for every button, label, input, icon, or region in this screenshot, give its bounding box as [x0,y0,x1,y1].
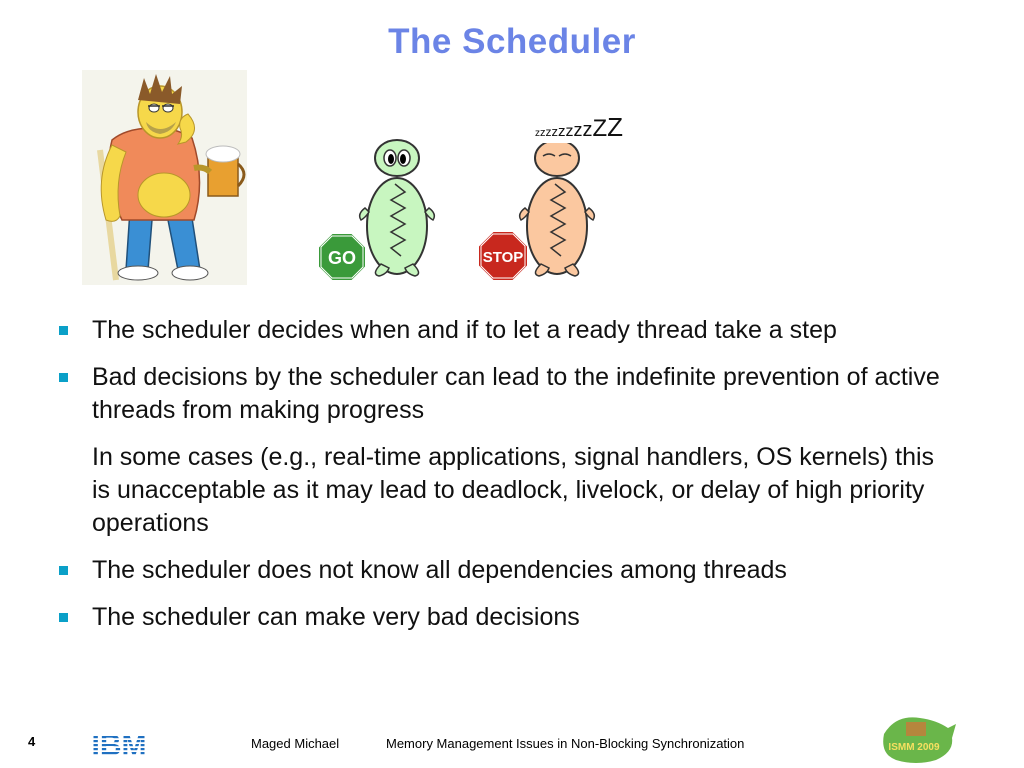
cartoon-man-with-beer-illustration [82,70,247,285]
bullet-text: Bad decisions by the scheduler can lead to the indefinite prevention of active threads from making progress [92,363,940,424]
sub-paragraph: In some cases (e.g., real-time applications, signal handlers, OS kernels) this is unacceptable as it may lead to deadlock, livelock, or delay of high priority operations [92,443,935,537]
bullet-square-icon [59,373,68,382]
slide-footer [0,720,1024,768]
bullet-item [56,601,956,634]
bullet-square-icon [59,566,68,575]
active-thread-icon [355,138,440,278]
bullet-item [56,554,956,587]
ibm-logo-text: IBM [91,729,147,760]
bullet-item [56,361,956,427]
bullet-text: The scheduler does not know all dependencies among threads [92,556,787,584]
ismm-2009-logo-icon [876,714,958,766]
bullet-text: The scheduler decides when and if to let a ready thread take a step [92,316,837,344]
sleep-zzz-text [535,112,623,143]
sleep-zzz-label: zzzzzzzzZZ [535,112,624,142]
ismm-logo-text: ISMM 2009 [888,742,940,753]
page-number: 4 [28,734,36,749]
ibm-logo-icon [80,728,158,760]
slide-title: The Scheduler [388,22,636,61]
bullet-square-icon [59,613,68,622]
bullet-text: The scheduler can make very bad decisions [92,603,580,631]
go-sign-label: GO [327,248,357,268]
footer-presentation-title: Memory Management Issues in Non-Blocking Synchronization [386,736,745,751]
bullet-item [56,314,956,347]
footer-author: Maged Michael [251,736,340,751]
bullet-square-icon [59,326,68,335]
sleeping-thread-icon [515,138,600,278]
bullet-list [56,314,956,648]
stop-sign-label: STOP [482,249,524,266]
